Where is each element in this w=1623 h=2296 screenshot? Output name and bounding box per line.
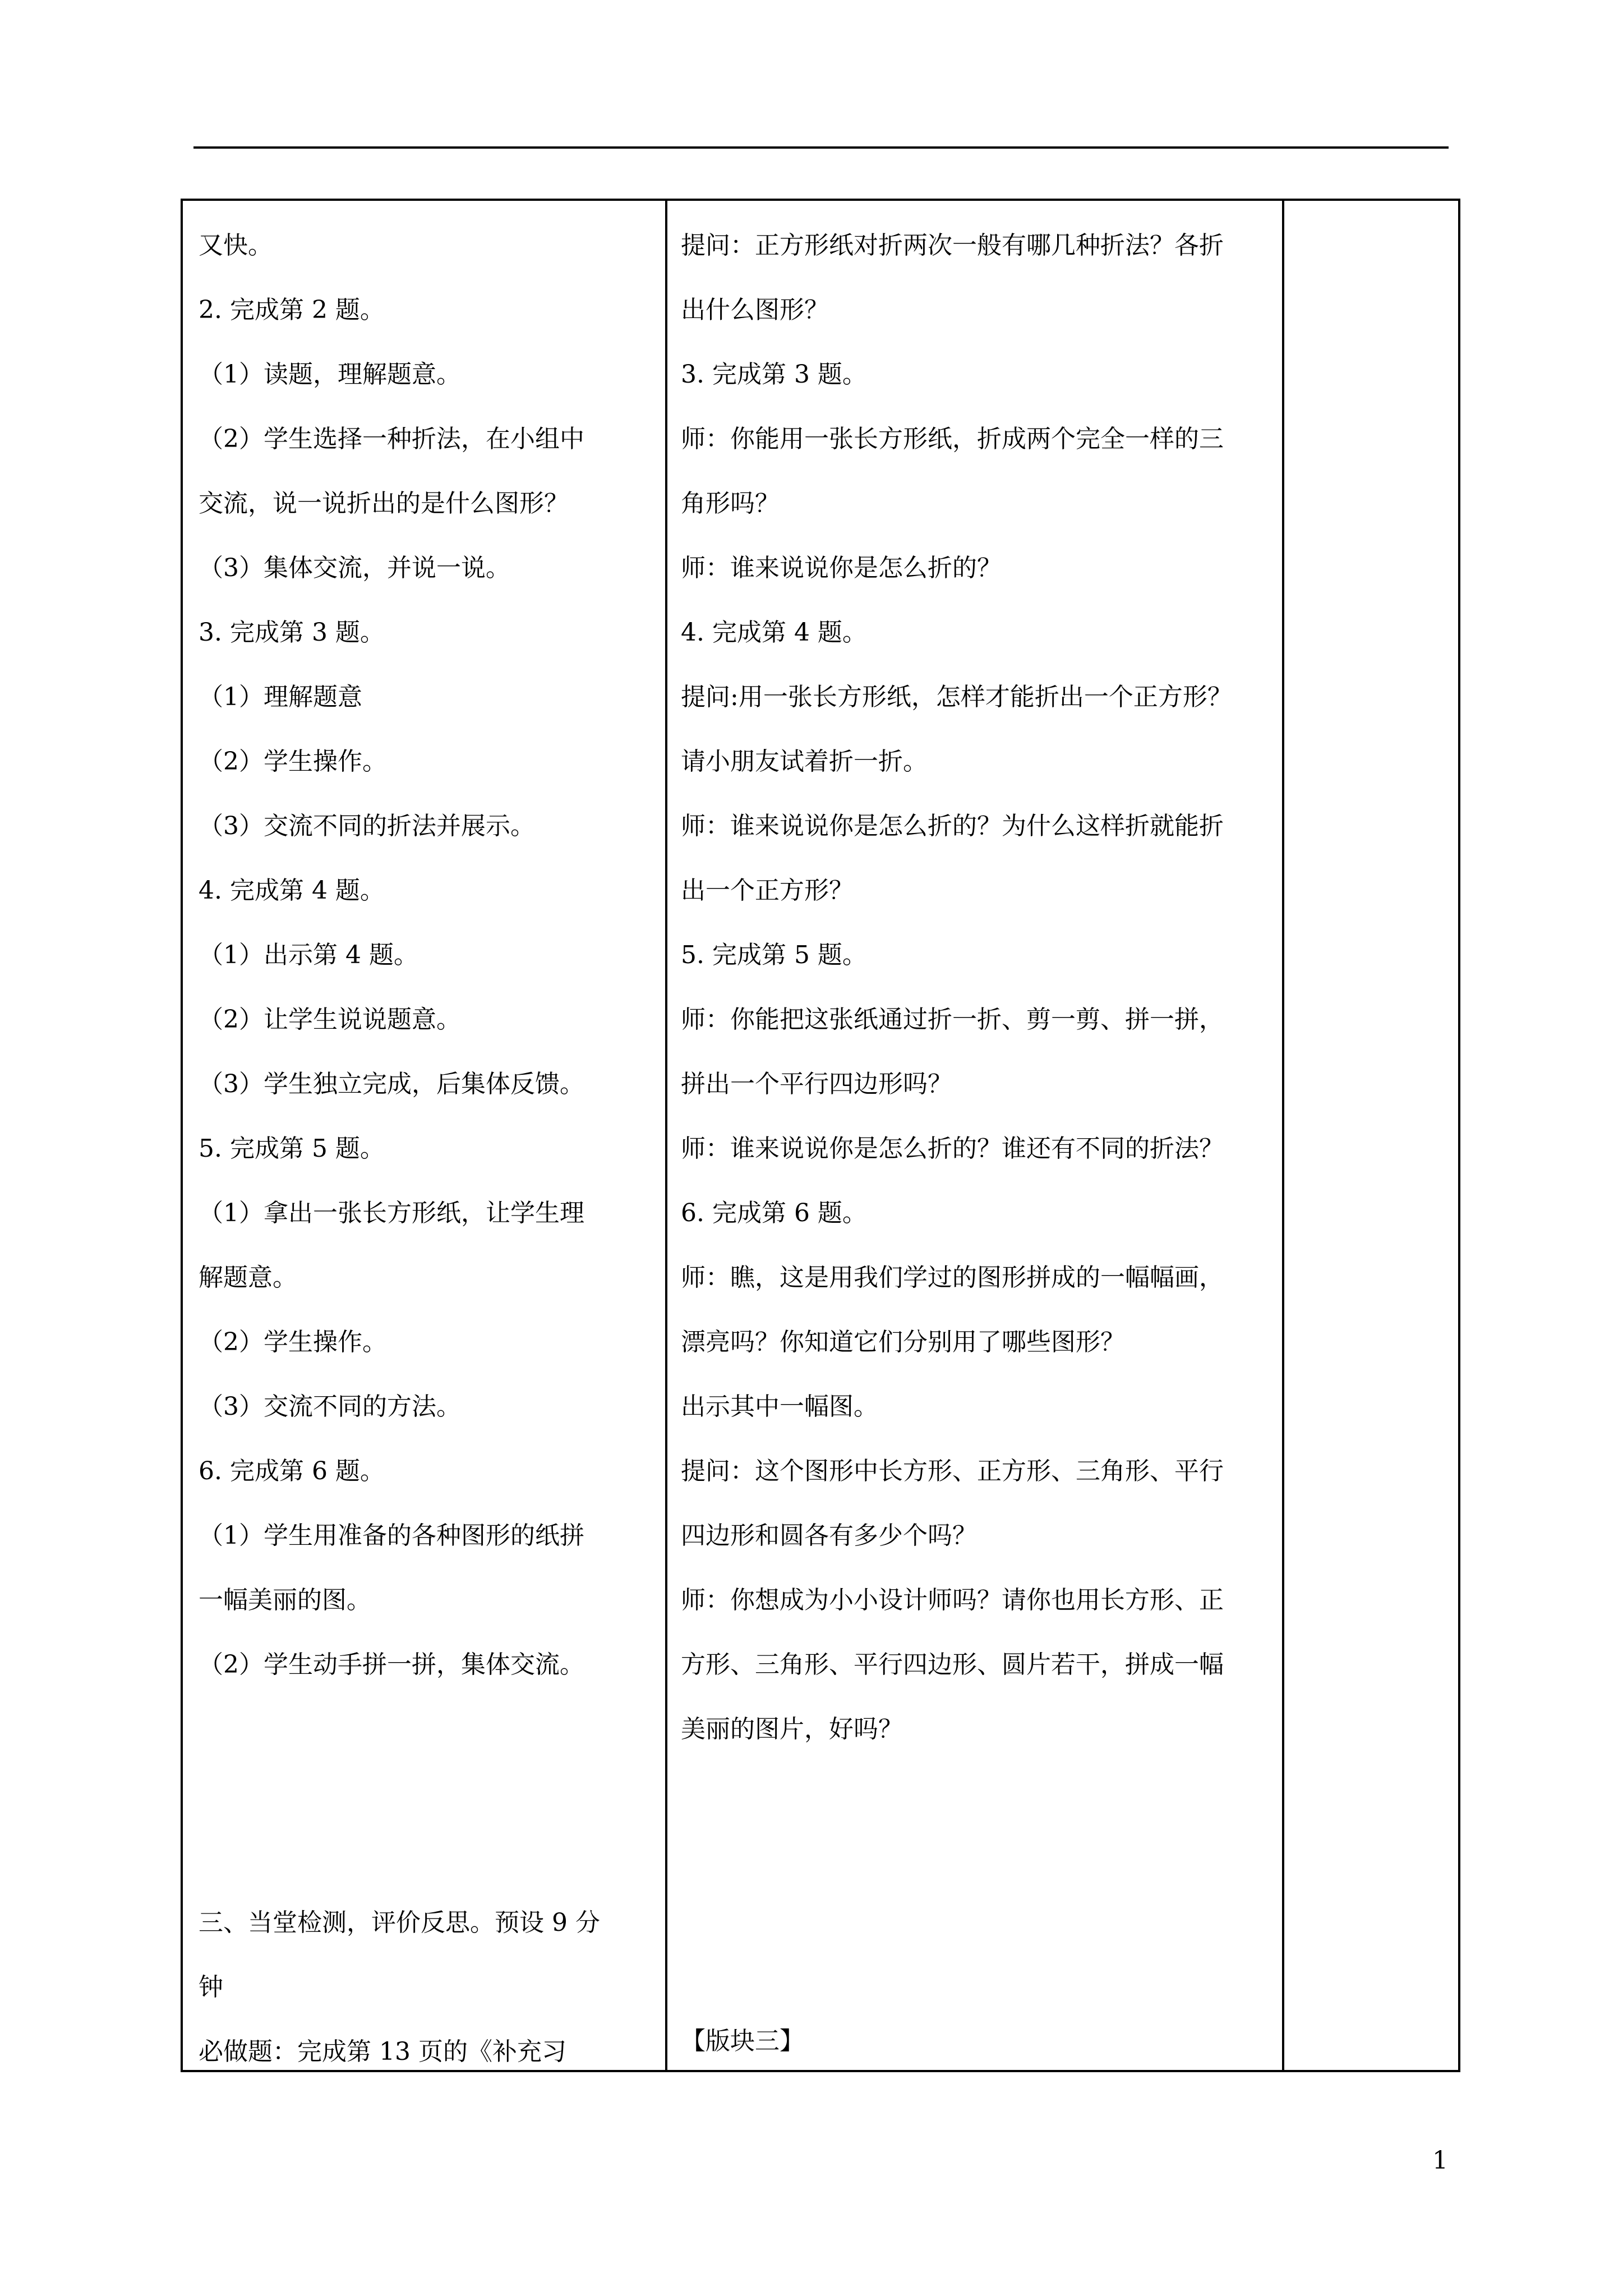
text-line: 拼出一个平行四边形吗？ (681, 1070, 952, 1098)
assessment-lines (199, 1890, 658, 2084)
page-number: 1 (1432, 2146, 1448, 2175)
text-line: 6. 完成第 6 题。 (199, 1457, 385, 1485)
text-line: 提问：这个图形中长方形、正方形、三角形、平行 (681, 1457, 1224, 1485)
text-line: （3）交流不同的方法。 (199, 1392, 461, 1421)
text-line: （3）集体交流，并说一说。 (199, 554, 510, 582)
text-line: （2）学生选择一种折法，在小组中 (199, 425, 584, 453)
text-line: 3. 完成第 3 题。 (681, 360, 867, 389)
blank-space (199, 1697, 658, 1890)
text-line: 师：你想成为小小设计师吗？请你也用长方形、正 (681, 1586, 1224, 1614)
teacher-guidance-lines (681, 213, 1275, 1761)
text-line: 提问：正方形纸对折两次一般有哪几种折法？各折 (681, 231, 1224, 260)
text-line: 钟 (199, 1973, 223, 2001)
text-line: 师：瞧，这是用我们学过的图形拼成的一幅幅画， (681, 1263, 1224, 1292)
text-line: 4. 完成第 4 题。 (681, 618, 867, 647)
text-line: （1）拿出一张长方形纸，让学生理 (199, 1199, 584, 1227)
text-line: 请小朋友试着折一折。 (681, 747, 928, 776)
section-label-cell (681, 2009, 1275, 2073)
text-line: 出示其中一幅图。 (681, 1392, 878, 1421)
text-line: 师：谁来说说你是怎么折的？ (681, 554, 1002, 582)
header-rule (193, 146, 1449, 149)
text-line: 3. 完成第 3 题。 (199, 618, 385, 647)
text-line: 四边形和圆各有多少个吗？ (681, 1521, 977, 1550)
text-line: 5. 完成第 5 题。 (681, 941, 867, 969)
text-line: 4. 完成第 4 题。 (199, 876, 385, 905)
column-divider-1 (665, 201, 667, 2070)
text-line: 师：谁来说说你是怎么折的？为什么这样折就能折 (681, 812, 1224, 840)
student-activity-column (199, 213, 658, 2084)
notes-column (1284, 201, 1458, 2070)
section-label: 【版块三】 (681, 2027, 804, 2055)
text-line: （2）学生操作。 (199, 747, 387, 776)
text-line: 师：谁来说说你是怎么折的？谁还有不同的折法？ (681, 1134, 1224, 1163)
text-line: 2. 完成第 2 题。 (199, 296, 385, 324)
text-line: 美丽的图片，好吗？ (681, 1715, 903, 1743)
student-activity-lines (199, 213, 658, 1697)
text-line: 解题意。 (199, 1263, 297, 1292)
text-line: 6. 完成第 6 题。 (681, 1199, 867, 1227)
text-line: 师：你能用一张长方形纸，折成两个完全一样的三 (681, 425, 1224, 453)
text-line: （2）学生操作。 (199, 1328, 387, 1356)
text-line: （3）交流不同的折法并展示。 (199, 812, 535, 840)
text-line: 师：你能把这张纸通过折一折、剪一剪、拼一拼， (681, 1005, 1224, 1034)
text-line: 又快。 (199, 231, 273, 260)
text-line: 方形、三角形、平行四边形、圆片若干，拼成一幅 (681, 1650, 1224, 1679)
text-line: （2）让学生说说题意。 (199, 1005, 461, 1034)
text-line: （2）学生动手拼一拼，集体交流。 (199, 1650, 584, 1679)
text-line: （1）出示第 4 题。 (199, 941, 418, 969)
text-line: 5. 完成第 5 题。 (199, 1134, 385, 1163)
teacher-guidance-column (681, 213, 1275, 1761)
text-line: 必做题：完成第 13 页的《补充习 (199, 2037, 566, 2066)
text-line: 三、当堂检测，评价反思。预设 9 分 (199, 1908, 600, 1937)
text-line: （1）理解题意 (199, 683, 362, 711)
text-line: （3）学生独立完成，后集体反馈。 (199, 1070, 584, 1098)
text-line: 一幅美丽的图。 (199, 1586, 371, 1614)
text-line: 交流，说一说折出的是什么图形？ (199, 489, 569, 518)
text-line: 角形吗？ (681, 489, 780, 518)
text-line: （1）读题，理解题意。 (199, 360, 461, 389)
text-line: 出一个正方形？ (681, 876, 854, 905)
text-line: 出什么图形？ (681, 296, 829, 324)
text-line: 提问:用一张长方形纸，怎样才能折出一个正方形？ (681, 683, 1232, 711)
text-line: 漂亮吗？你知道它们分别用了哪些图形？ (681, 1328, 1125, 1356)
text-line: （1）学生用准备的各种图形的纸拼 (199, 1521, 584, 1550)
lesson-table (181, 199, 1460, 2072)
